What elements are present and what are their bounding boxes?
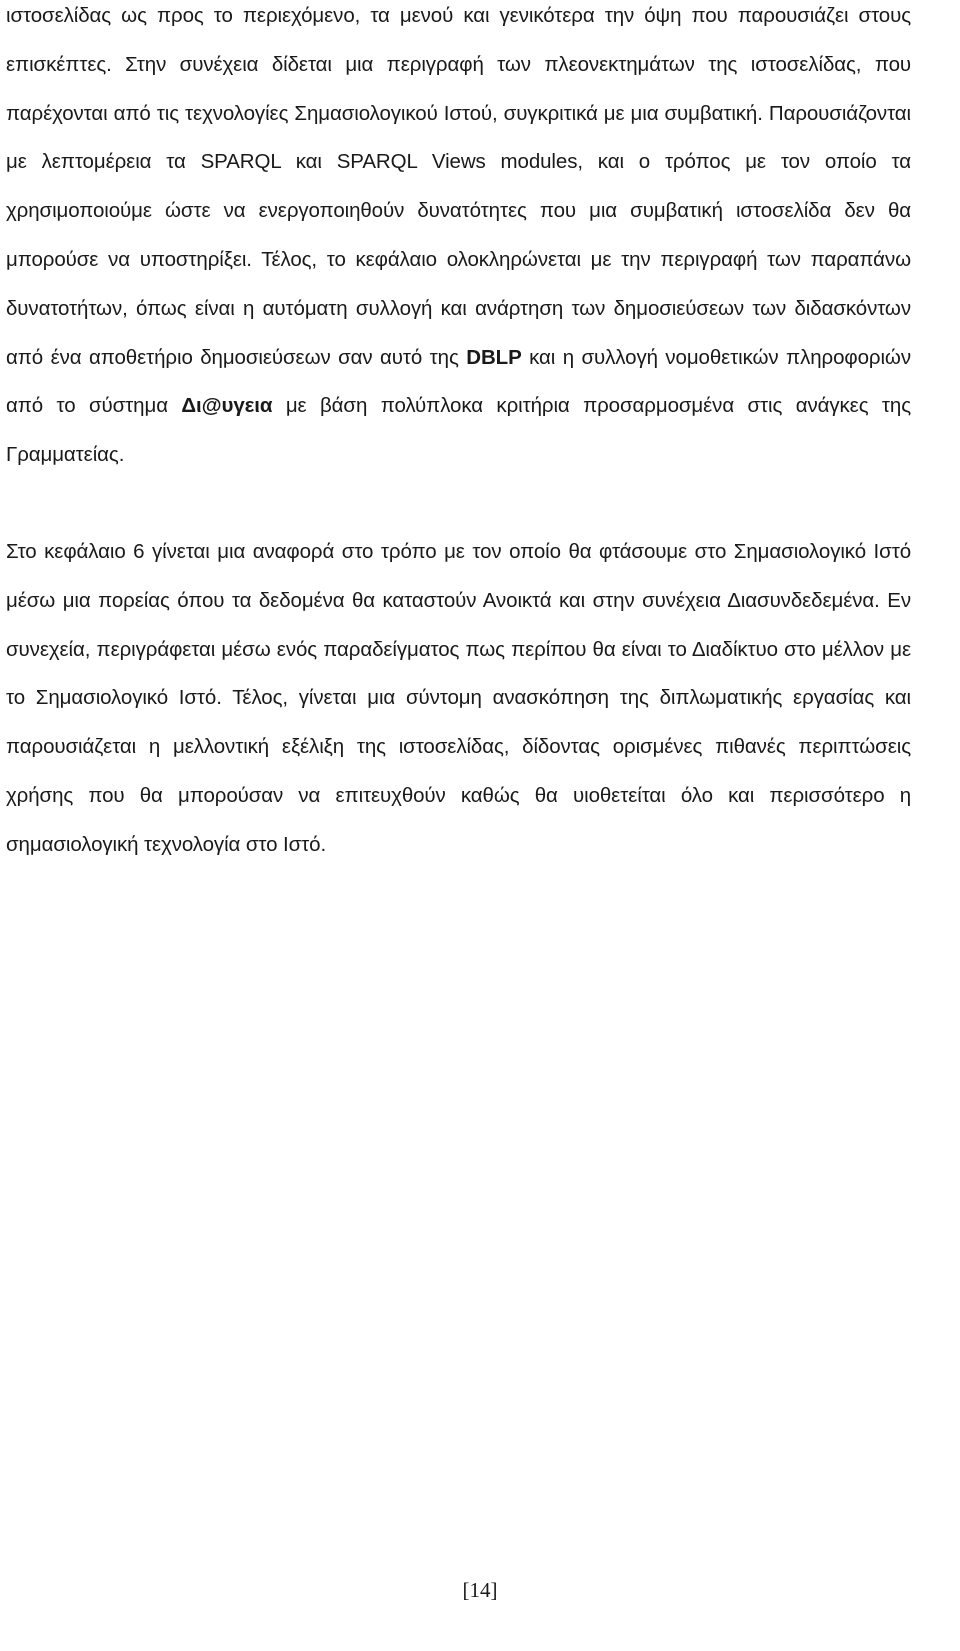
diavgeia-term: Δι@υγεια xyxy=(181,394,273,418)
dblp-term: DBLP xyxy=(466,345,522,369)
paragraph-1-text-b: και η συλλογή νομοθετικών πληροφοριών από το σύστημα xyxy=(6,345,911,418)
paragraph-chapter-5-summary xyxy=(6,0,911,480)
page-number: [14] xyxy=(462,1578,498,1602)
page-body xyxy=(6,0,911,870)
paragraph-1-text-a: ιστοσελίδας ως προς το περιεχόμενο, τα μενού και γενικότερα την όψη που παρουσιάζει στους επισκέπτες. Στην συνέχεια δίδεται μια περιγραφή των πλεονεκτημάτων της ιστοσελίδας, που παρέχονται από τις τεχνολογίες Σημασιολογικού Ιστού, συγκριτικά με μια συμβατική. Παρουσιάζονται με λεπτομέρεια τα SPARQL και SPARQL Views modules, και ο τρόπος με τον οποίο τα χρησιμοποιούμε ώστε να ενεργοποιηθούν δυνατότητες που μια συμβατική ιστοσελίδα δεν θα μπορούσε να υποστηρίξει. Τέλος, το κεφάλαιο ολοκληρώνεται με την περιγραφή των παραπάνω δυνατοτήτων, όπως είναι η αυτόματη συλλογή και ανάρτηση των δημοσιεύσεων των διδασκόντων από ένα αποθετήριο δημοσιεύσεων σαν αυτό της xyxy=(6,4,911,369)
paragraph-chapter-6-summary: Στο κεφάλαιο 6 γίνεται μια αναφορά στο τρόπο με τον οποίο θα φτάσουμε στο Σημασιολογικό Ιστό μέσω μια πορείας όπου τα δεδομένα θα καταστούν Ανοικτά και στην συνέχεια Διασυνδεδεμένα. Εν συνεχεία, περιγράφεται μέσω ενός παραδείγματος πως περίπου θα είναι το Διαδίκτυο στο μέλλον με το Σημασιολογικό Ιστό. Τέλος, γίνεται μια σύντομη ανασκόπηση της διπλωματικής εργασίας και παρουσιάζεται η μελλοντική εξέλιξη της ιστοσελίδας, δίδοντας ορισμένες πιθανές περιπτώσεις χρήσης που θα μπορούσαν να επιτευχθούν καθώς θα υιοθετείται όλο και περισσότερο η σημασιολογική τεχνολογία στο Ιστό. xyxy=(6,539,911,856)
paragraph-1-text-c: με βάση πολύπλοκα κριτήρια προσαρμοσμένα στις ανάγκες της Γραμματείας. xyxy=(6,394,911,467)
